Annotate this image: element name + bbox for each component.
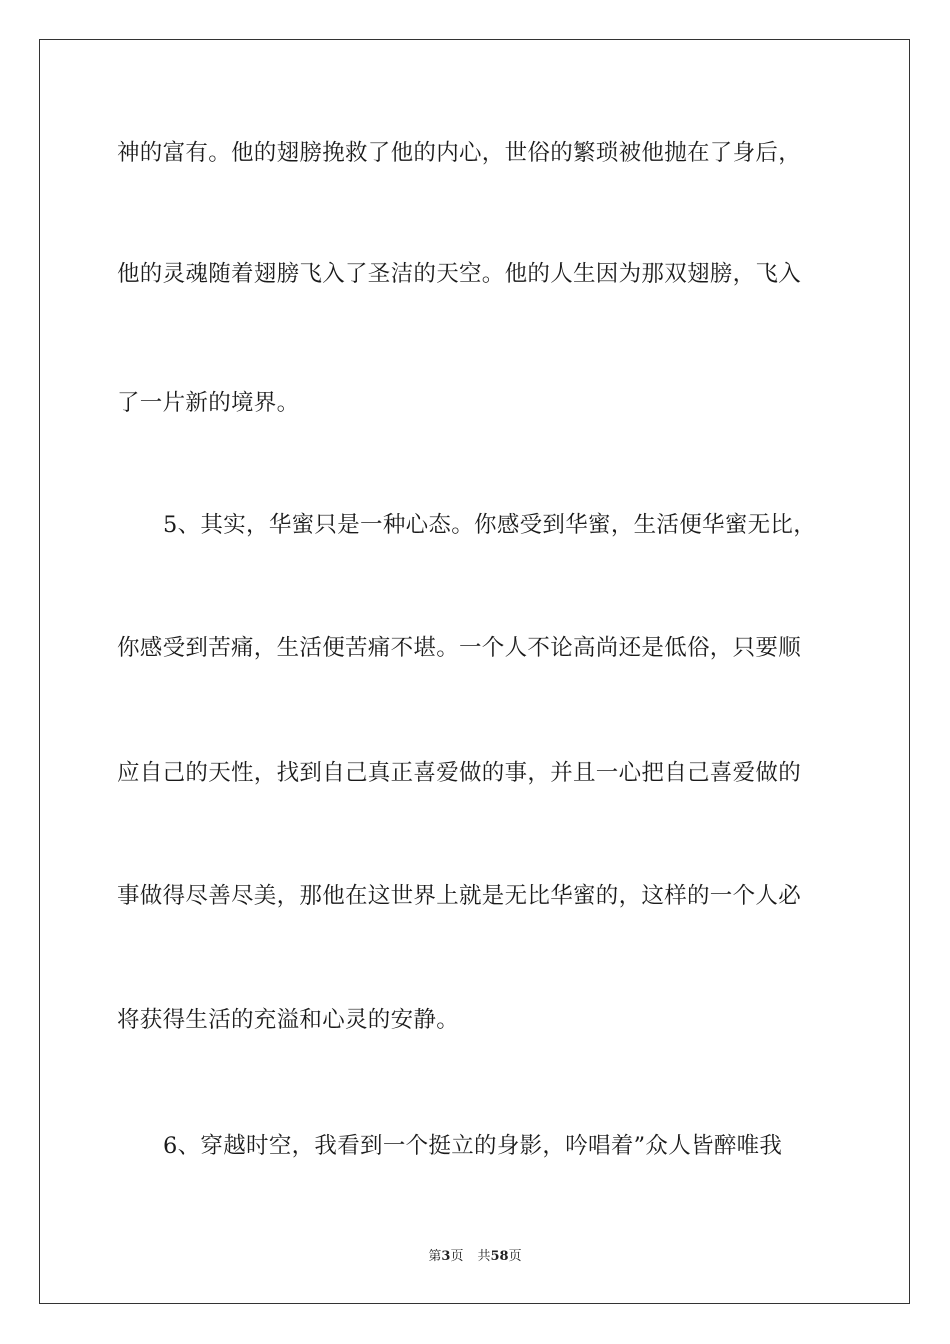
text-line-4: 5、其实，华蜜只是一种心态。你感受到华蜜，生活便华蜜无比， [163, 512, 817, 538]
page-frame [39, 39, 910, 1304]
page-prefix: 第 [428, 1249, 442, 1264]
current-page-number: 3 [441, 1249, 451, 1264]
page-suffix: 页 [450, 1249, 464, 1264]
text-line-7: 事做得尽善尽美，那他在这世界上就是无比华蜜的，这样的一个人必 [117, 883, 802, 909]
text-line-6: 应自己的天性，找到自己真正喜爱做的事，并且一心把自己喜爱做的 [117, 760, 802, 786]
text-line-9: 6、穿越时空，我看到一个挺立的身影，吟唱着”众人皆醉唯我 [163, 1133, 783, 1159]
page-footer [0, 1248, 950, 1266]
text-line-5: 你感受到苦痛，生活便苦痛不堪。一个人不论高尚还是低俗，只要顺 [117, 635, 802, 661]
text-line-2: 他的灵魂随着翅膀飞入了圣洁的天空。他的人生因为那双翅膀，飞入 [117, 261, 802, 287]
text-line-3: 了一片新的境界。 [117, 390, 300, 416]
total-page-count: 58 [490, 1249, 509, 1264]
text-line-8: 将获得生活的充溢和心灵的安静。 [117, 1007, 460, 1033]
text-line-1: 神的富有。他的翅膀挽救了他的内心，世俗的繁琐被他抛在了身后， [117, 140, 802, 166]
total-prefix: 共 [477, 1249, 491, 1264]
total-suffix: 页 [508, 1249, 522, 1264]
